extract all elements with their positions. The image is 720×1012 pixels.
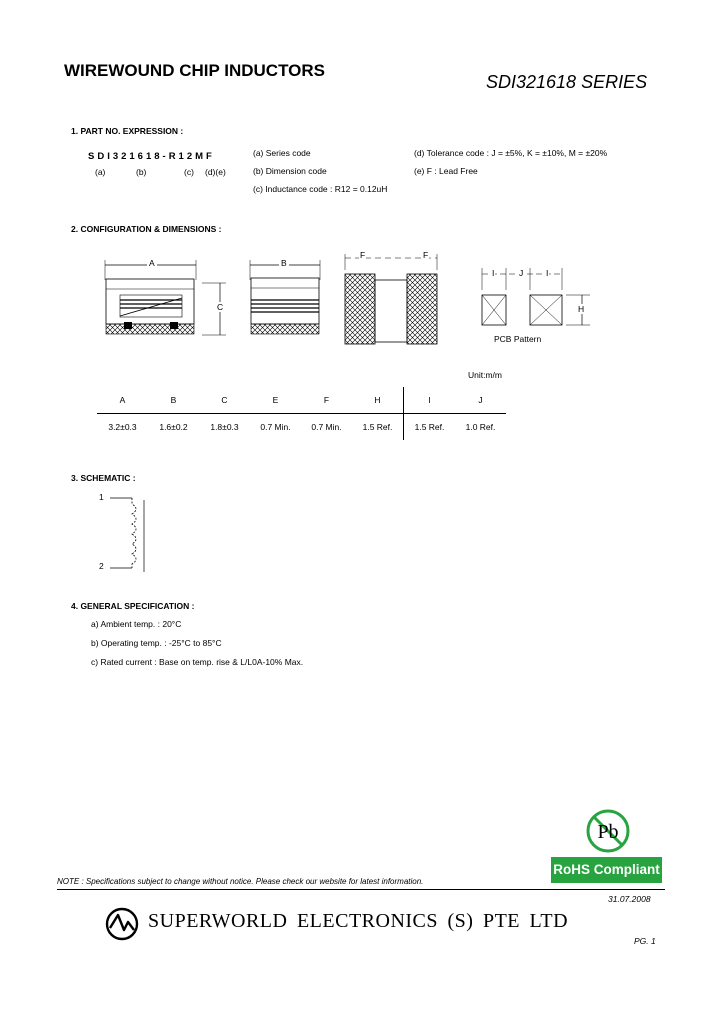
table-cell: 0.7 Min. <box>260 422 291 432</box>
company-name: SUPERWORLD ELECTRONICS (S) PTE LTD <box>148 910 569 932</box>
table-cell: 1.8±0.3 <box>210 422 239 432</box>
footer-divider <box>57 889 665 890</box>
dim-label-i-left: I <box>492 268 495 278</box>
table-row <box>97 414 506 441</box>
config-heading: 2. CONFIGURATION & DIMENSIONS : <box>71 224 222 234</box>
table-cell: 1.5 Ref. <box>362 422 393 432</box>
pb-text: Pb <box>597 821 619 843</box>
marker-de: (d)(e) <box>205 167 226 177</box>
table-header-cell: I <box>404 387 456 414</box>
table-header-cell: E <box>250 387 301 414</box>
desc-dimension-code: (b) Dimension code <box>253 166 327 176</box>
table-header-cell: J <box>455 387 506 414</box>
table-header-cell: A <box>97 387 148 414</box>
desc-series-code: (a) Series code <box>253 148 311 158</box>
bottom-view <box>345 254 437 344</box>
table-cell: 0.7 Min. <box>311 422 342 432</box>
table-cell: 1.6±0.2 <box>159 422 188 432</box>
marker-a: (a) <box>95 167 106 177</box>
schematic-heading: 3. SCHEMATIC : <box>71 473 136 483</box>
table-header-cell: H <box>352 387 404 414</box>
part-number-code: SDI321618-R12MF <box>88 151 215 162</box>
company-logo-icon <box>104 906 140 942</box>
footer-note: NOTE : Specifications subject to change without notice. Please check our website for latest information. <box>57 877 424 886</box>
desc-lead-free: (e) F : Lead Free <box>414 166 478 176</box>
spec-rated-current: c) Rated current : Base on temp. rise & L/L0A-10% Max. <box>91 657 304 667</box>
table-header-row <box>97 387 506 414</box>
pin-2-label: 2 <box>99 561 104 571</box>
table-cell: 1.5 Ref. <box>404 414 456 441</box>
dim-label-j: J <box>519 268 524 278</box>
marker-b: (b) <box>136 167 147 177</box>
table-cell: 1.0 Ref. <box>465 422 496 432</box>
dim-label-i-right: I <box>546 268 549 278</box>
dimension-table <box>97 387 506 440</box>
series-name: SDI321618 SERIES <box>486 72 648 92</box>
dim-label-f-right: F <box>423 250 429 260</box>
dim-label-f-left: F <box>360 250 366 260</box>
front-view <box>105 260 226 335</box>
table-header-cell: F <box>301 387 352 414</box>
pb-free-icon <box>583 806 633 856</box>
unit-label: Unit:m/m <box>468 370 502 380</box>
page-number: PG. 1 <box>634 936 656 946</box>
desc-inductance-code: (c) Inductance code : R12 = 0.12uH <box>253 184 388 194</box>
dim-label-a: A <box>149 258 155 268</box>
dim-label-c: C <box>217 302 224 312</box>
dim-label-b: B <box>281 258 287 268</box>
pcb-pattern-label: PCB Pattern <box>494 334 542 344</box>
desc-tolerance-code: (d) Tolerance code : J = ±5%, K = ±10%, M = ±20% <box>414 148 608 158</box>
pin-1-label: 1 <box>99 492 104 502</box>
document-date: 31.07.2008 <box>608 894 651 904</box>
document-title: WIREWOUND CHIP INDUCTORS <box>64 61 325 80</box>
table-cell: 3.2±0.3 <box>108 422 137 432</box>
table-header-cell: B <box>148 387 199 414</box>
spec-heading: 4. GENERAL SPECIFICATION : <box>71 601 195 611</box>
pcb-pattern <box>482 268 590 325</box>
spec-operating-temp: b) Operating temp. : -25°C to 85°C <box>91 638 222 648</box>
marker-c: (c) <box>184 167 194 177</box>
inductor-schematic <box>100 490 160 580</box>
part-no-heading: 1. PART NO. EXPRESSION : <box>71 126 184 136</box>
rohs-compliant-badge: RoHS Compliant <box>551 857 662 883</box>
side-view <box>250 260 320 334</box>
table-header-cell: C <box>199 387 250 414</box>
dim-label-h: H <box>578 304 585 314</box>
spec-ambient-temp: a) Ambient temp. : 20°C <box>91 619 182 629</box>
